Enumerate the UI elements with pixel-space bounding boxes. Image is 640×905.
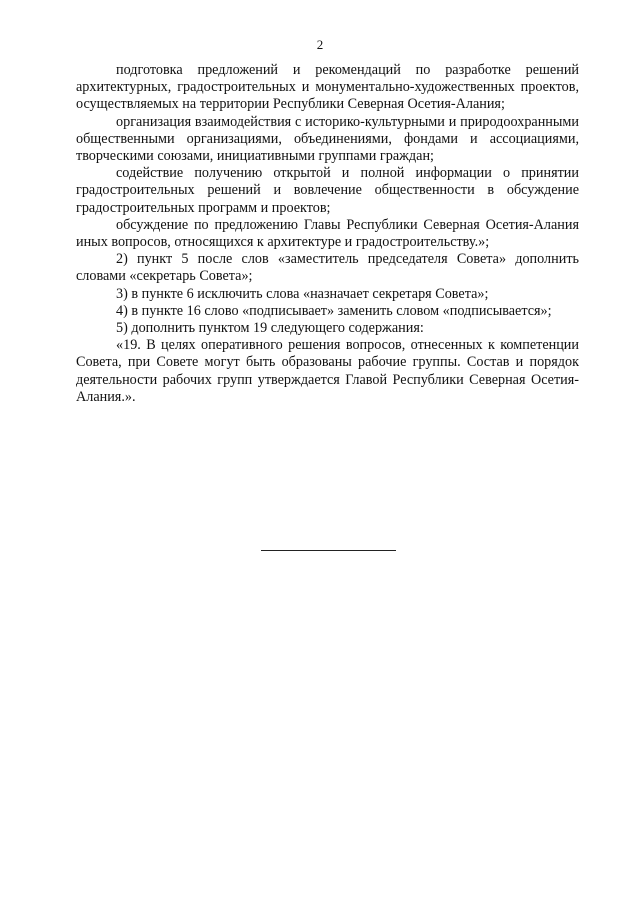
page-number: 2 [316, 37, 324, 52]
end-divider-line [261, 550, 396, 551]
paragraph-cooperation: организация взаимодействия с историко-культурными и природоохранными общественными организациями, объединениями, фондами и ассоциациями, творческими союзами, инициативными группами граждан; [76, 113, 579, 165]
paragraph-item-2: 2) пункт 5 после слов «заместитель председателя Совета» дополнить словами «секретарь Совета»; [76, 251, 579, 285]
paragraph-new-clause-19: «19. В целях оперативного решения вопросов, отнесенных к компетенции Совета, при Совете могут быть образованы рабочие группы. Состав и порядок деятельности рабочих групп утверждается Главой Республики Северная Осетия-Алания.». [76, 337, 579, 405]
document-body [76, 62, 579, 406]
paragraph-item-4: 4) в пункте 16 слово «подписывает» заменить словом «подписывается»; [116, 302, 552, 319]
paragraph-item-3: 3) в пункте 6 исключить слова «назначает секретаря Совета»; [116, 285, 489, 302]
paragraph-discussion: обсуждение по предложению Главы Республики Северная Осетия-Алания иных вопросов, относящихся к архитектуре и градостроительству.»; [76, 216, 579, 251]
paragraph-information: содействие получению открытой и полной информации о принятии градостроительных решений и вовлечение общественности в обсуждение градостроительных программ и проектов; [76, 165, 579, 216]
paragraph-item-5: 5) дополнить пунктом 19 следующего содержания: [116, 320, 424, 337]
paragraph-proposals: подготовка предложений и рекомендаций по разработке решений архитектурных, градостроительных и монументально-художественных проектов, осуществляемых на территории Республики Северная Осетия-Алания; [76, 62, 579, 113]
